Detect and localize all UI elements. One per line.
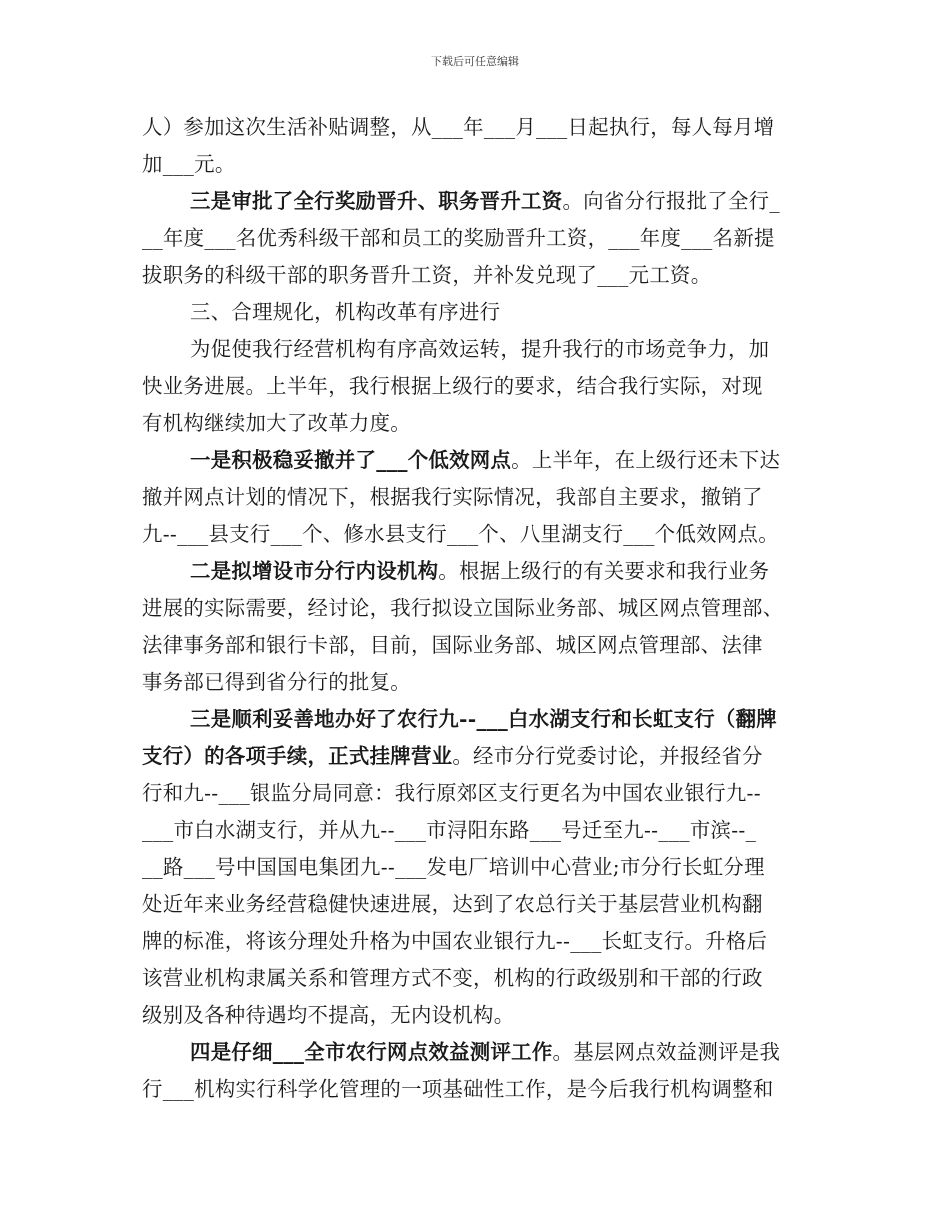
text-line: 事务部已得到省分行的批复。 xyxy=(142,670,411,694)
paragraph-heading-line xyxy=(142,738,812,775)
text-span: 。上半年，在上级行还未下达 xyxy=(511,448,781,472)
paragraph-heading-line xyxy=(142,183,812,220)
text-line: 快业务进展。上半年，我行根据上级行的要求，结合我行实际，对现 xyxy=(142,374,763,398)
bold-heading: 三是审批了全行奖励晋升、职务晋升工资 xyxy=(190,189,563,213)
text-line: __年度___名优秀科级干部和员工的奖励晋升工资，___年度___名新提 xyxy=(142,226,775,250)
text-span: 。经市分行党委讨论，并报经省分 xyxy=(452,744,763,768)
text-line: 牌的标准，将该分理处升格为中国农业银行九--___长虹支行。升格后 xyxy=(142,929,768,953)
text-line: 为促使我行经营机构有序高效运转，提升我行的市场竞争力，加 xyxy=(190,337,770,361)
text-line: ___市白水湖支行，并从九--___市浔阳东路___号迁至九--___市滨--_ xyxy=(142,818,757,842)
text-line: 拔职务的科级干部的职务晋升工资，并补发兑现了___元工资。 xyxy=(142,263,712,287)
paragraph-heading-line xyxy=(142,442,812,479)
text-line: 人）参加这次生活补贴调整，从___年___月___日起执行，每人每月增 xyxy=(142,115,775,139)
paragraph-heading-line xyxy=(142,1034,812,1071)
bold-heading: 支行）的各项手续，正式挂牌营业 xyxy=(142,744,453,768)
text-line: 进展的实际需要，经讨论，我行拟设立国际业务部、城区网点管理部、 xyxy=(142,596,784,620)
bold-heading: 三是顺利妥善地办好了农行九--___白水湖支行和长虹支行（翻牌 xyxy=(190,707,777,731)
text-span: 。根据上级行的有关要求和我行业务 xyxy=(438,559,770,583)
text-line: 九--___县支行___个、修水县支行___个、八里湖支行___个低效网点。 xyxy=(142,522,779,546)
text-line: 撤并网点计划的情况下，根据我行实际情况，我部自主要求，撤销了 xyxy=(142,485,763,509)
bold-heading: 四是仔细___全市农行网点效益测评工作 xyxy=(190,1040,553,1064)
text-line: 行和九--___银监分局同意：我行原郊区支行更名为中国农业银行九-- xyxy=(142,781,761,805)
paragraph-heading-line xyxy=(142,553,812,590)
text-line: 处近年来业务经营稳健快速进展，达到了农总行关于基层营业机构翻 xyxy=(142,892,763,916)
text-line: 级别及各种待遇均不提高，无内设机构。 xyxy=(142,1003,515,1027)
document-body xyxy=(142,109,812,1108)
bold-heading: 一是积极稳妥撤并了___个低效网点 xyxy=(190,448,512,472)
text-line: 该营业机构隶属关系和管理方式不变，机构的行政级别和干部的行政 xyxy=(142,966,763,990)
text-line: __路___号中国国电集团九--___发电厂培训中心营业;市分行长虹分理 xyxy=(142,855,765,879)
section-heading: 三、合理规化，机构改革有序进行 xyxy=(190,300,501,324)
text-span: 。向省分行报批了全行_ xyxy=(562,189,780,213)
page-header: 下载后可任意编辑 xyxy=(431,55,519,68)
text-line: 有机构继续加大了改革力度。 xyxy=(142,411,411,435)
text-line: 法律事务部和银行卡部，目前，国际业务部、城区网点管理部、法律 xyxy=(142,633,763,657)
text-line: 行___机构实行科学化管理的一项基础性工作，是今后我行机构调整和 xyxy=(142,1077,774,1101)
text-span: 。基层网点效益测评是我 xyxy=(552,1040,781,1064)
text-line: 加___元。 xyxy=(142,152,236,176)
bold-heading: 二是拟增设市分行内设机构 xyxy=(190,559,439,583)
